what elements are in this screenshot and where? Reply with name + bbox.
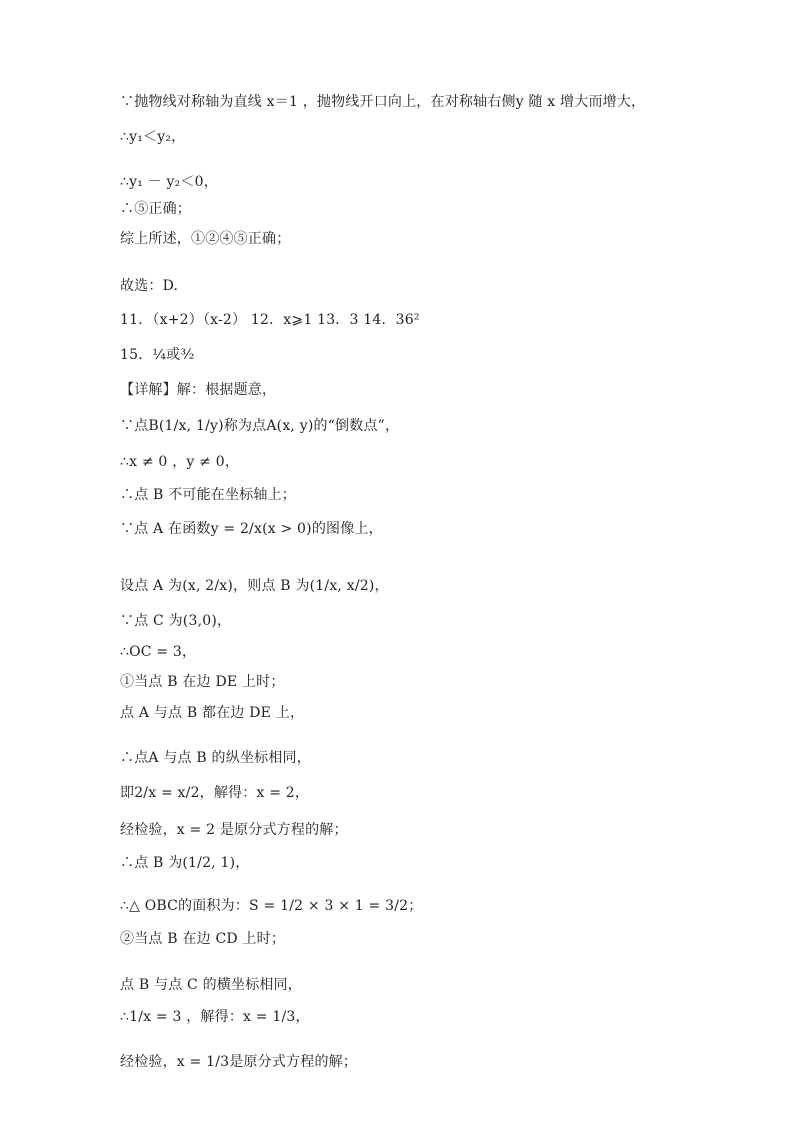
- text-line: 故选：D.: [120, 278, 179, 294]
- text-line: ∵点 A 在函数y = 2/x(x > 0)的图像上，: [120, 521, 383, 537]
- text-line: 【详解】解：根据题意，: [120, 382, 277, 398]
- text-line: ∴⑤正确；: [120, 201, 191, 217]
- text-line: 11．（x+2）（x-2） 12．x⩾1 13．3 14．36²: [120, 312, 420, 328]
- text-line: ∴x ≠ 0 ，y ≠ 0，: [120, 454, 240, 470]
- text-line: 15．¼或³⁄₂: [120, 347, 195, 363]
- text-line: ①当点 B 在边 DE 上时；: [120, 674, 285, 690]
- text-line: ∴OC = 3，: [120, 644, 197, 660]
- text-line: ∵点B(1/x, 1/y)称为点A(x, y)的“倒数点”，: [120, 418, 400, 434]
- text-line: 点 B 与点 C 的横坐标相同，: [120, 977, 303, 993]
- text-line: ∴y₁＜y₂，: [120, 129, 186, 145]
- text-line: 即2/x = x/2，解得：x = 2，: [120, 785, 310, 801]
- text-line: ∴点A 与点 B 的纵坐标相同，: [120, 750, 311, 766]
- text-line: 点 A 与点 B 都在边 DE 上，: [120, 705, 305, 721]
- text-line: ∴点 B 为(1/2, 1)，: [120, 855, 250, 871]
- text-line: ∴y₁ － y₂＜0，: [120, 174, 218, 190]
- text-line: ∵抛物线对称轴为直线 x＝1 ，抛物线开口向上，在对称轴右侧y 随 x 增大而增大，: [120, 94, 646, 110]
- text-line: 设点 A 为(x, 2/x)，则点 B 为(1/x, x/2)，: [120, 578, 389, 594]
- text-line: ∴1/x = 3 ，解得：x = 1/3，: [120, 1009, 310, 1025]
- text-line: ∴点 B 不可能在坐标轴上；: [120, 487, 296, 503]
- text-line: ∵点 C 为(3,0)，: [120, 613, 232, 629]
- text-line: 经检验，x = 1/3是原分式方程的解；: [120, 1054, 358, 1070]
- text-line: 经检验，x = 2 是原分式方程的解；: [120, 822, 348, 838]
- text-line: ②当点 B 在边 CD 上时；: [120, 931, 286, 947]
- text-line: 综上所述，①②④⑤正确；: [120, 231, 291, 247]
- text-line: ∴△ OBC的面积为：S = 1/2 × 3 × 1 = 3/2；: [120, 898, 423, 914]
